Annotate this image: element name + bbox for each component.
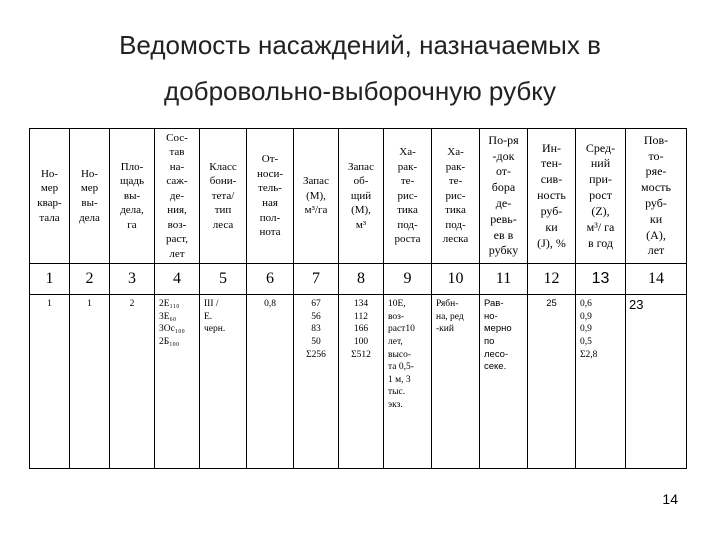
header-row <box>30 129 687 264</box>
table-cell: Рав- но- мерно по лесо- секе. <box>480 295 528 469</box>
table-cell: 1 <box>30 295 70 469</box>
table-cell: 23 <box>626 295 687 469</box>
column-number: 3 <box>110 264 155 295</box>
header-cell: Ин- тен- сив- ность руб- ки (J), % <box>528 129 576 264</box>
column-number: 1 <box>30 264 70 295</box>
table-cell: 0,6 0,9 0,9 0,5 Σ2,8 <box>576 295 626 469</box>
table-cell: 1 <box>70 295 110 469</box>
page-title-line-2: добровольно-выборочную рубку <box>164 76 556 106</box>
table-row <box>30 295 687 469</box>
table-cell: 2Е₁₁₀ 3Е₆₀ 3Ос₁₀₀ 2Б₁₀₀ <box>155 295 200 469</box>
table-cell: 0,8 <box>247 295 294 469</box>
column-number: 12 <box>528 264 576 295</box>
header-cell: Но- мер квар- тала <box>30 129 70 264</box>
column-number: 11 <box>480 264 528 295</box>
table-cell: 67 56 83 50 Σ256 <box>294 295 339 469</box>
header-cell: Пов- то- ряе- мость руб- ки (A), лет <box>626 129 687 264</box>
table-cell: 10Е, воз- раст10 лет, высо- та 0,5- 1 м, 3 тыс. экз. <box>384 295 432 469</box>
table-cell: Рябн- на, ред -кий <box>432 295 480 469</box>
table-cell: 25 <box>528 295 576 469</box>
column-number: 10 <box>432 264 480 295</box>
column-number: 7 <box>294 264 339 295</box>
header-cell: По-ря -док от- бора де- ревь- ев в рубку <box>480 129 528 264</box>
table-cell: 2 <box>110 295 155 469</box>
header-cell: Но- мер вы- дела <box>70 129 110 264</box>
header-cell: Сос- тав на- саж- де- ния, воз- раст, лет <box>155 129 200 264</box>
column-number: 13 <box>576 264 626 295</box>
table-cell: 134 112 166 100 Σ512 <box>339 295 384 469</box>
header-cell: Класс бони- тета/ тип леса <box>200 129 247 264</box>
header-cell: Ха- рак- те- рис- тика под- леска <box>432 129 480 264</box>
column-number: 14 <box>626 264 687 295</box>
column-number-row <box>30 264 687 295</box>
header-cell: Ха- рак- те- рис- тика под- роста <box>384 129 432 264</box>
column-number: 5 <box>200 264 247 295</box>
column-number: 4 <box>155 264 200 295</box>
header-cell: Пло- щадь вы- дела, га <box>110 129 155 264</box>
header-cell: Запас (M), м³/га <box>294 129 339 264</box>
page-number: 14 <box>662 491 678 507</box>
header-cell: От- носи- тель- ная пол- нота <box>247 129 294 264</box>
column-number: 6 <box>247 264 294 295</box>
column-number: 8 <box>339 264 384 295</box>
page-title-line-1: Ведомость насаждений, назначаемых в <box>119 30 601 60</box>
header-cell: Сред- ний при- рост (Z), м³/ га в год <box>576 129 626 264</box>
column-number: 2 <box>70 264 110 295</box>
column-number: 9 <box>384 264 432 295</box>
table-cell: III / Е. черн. <box>200 295 247 469</box>
header-cell: Запас об- щий (M), м³ <box>339 129 384 264</box>
stand-register-table <box>29 128 687 469</box>
